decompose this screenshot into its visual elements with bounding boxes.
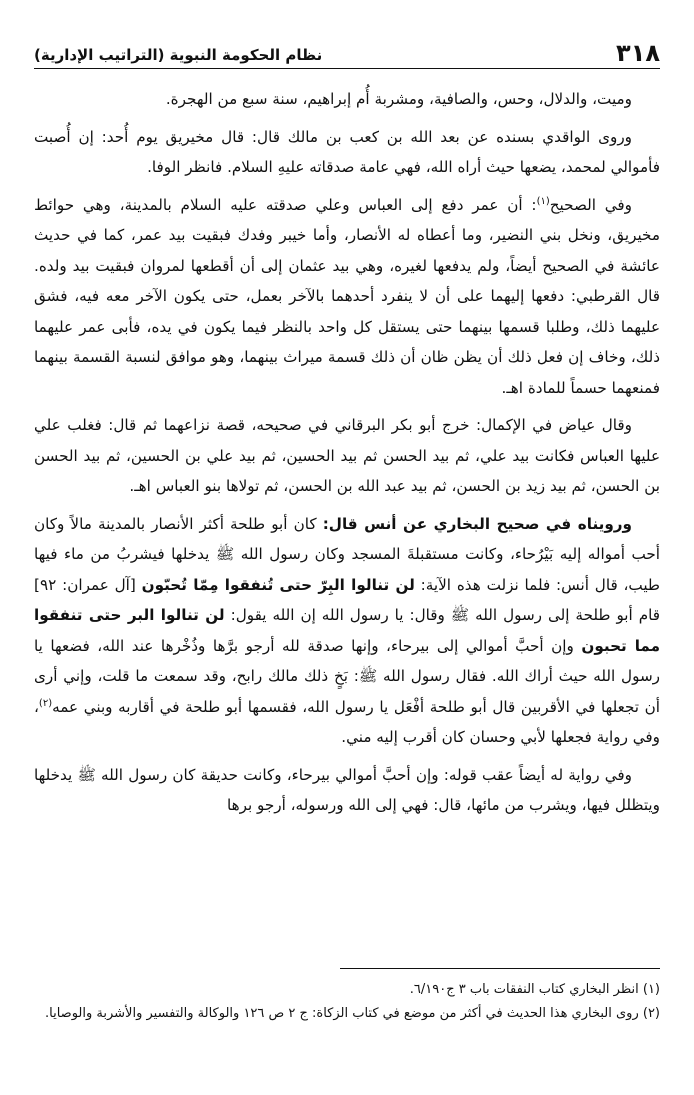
bold-text: لن تنالوا البِرّ حتى تُنفقوا مِمّا تُحبّون [141,575,415,594]
paragraph [34,84,660,115]
paragraph [34,190,660,404]
footnote: (٢) روى البخاري هذا الحديث في أكثر من موضع في كتاب الزكاة: ج ٢ ص ١٢٦ والوكالة والتفسير والأشربة والوصايا. [44,1006,660,1021]
text-run: [آل عمران: ٩٢] قام أبو طلحة إلى رسول الله ﷺ وقال: يا رسول الله إن الله يقول: [34,575,660,624]
bold-text: لن تنالوا البر حتى تنفقوا مما تحبون [34,606,660,655]
text-run: وروى الواقدي بسنده عن بعد الله بن كعب بن مالك قال: قال مخيريق يوم أُحد: إن أُصبت فأموالي لمحمد، يضعها حيث أراه الله، فهي عامة صدقاته عليهِ السلام. فانظر الوفا. [34,127,660,176]
text-run: وميت، والدلال، وحس، والصافية، ومشربة أُم إبراهيم، سنة سبع من الهجرة. [165,90,632,108]
text-run: وفي الصحيح [549,195,633,214]
running-title: نظام الحكومة النبوية (التراتيب الإدارية) [34,46,323,64]
text-run: وفي رواية له أيضاً عقب قوله: وإن أحبَّ أموالي بيرحاء، وكانت حديقة كان رسول الله ﷺ يدخلها ويتظلل فيها، ويشرب من مائها، قال: فهي إلى الله ورسوله، أرجو برها [34,765,660,814]
page [34,0,660,1095]
text-run: وقال عياض في الإكمال: خرج أبو بكر البرقاني في صحيحه، قصة نزاعهما ثم قال: فغلب علي عليها العباس فكانت بيد علي، ثم بيد الحسن ثم بيد الحسين، ثم بيد علي بن الحسين، ثم بيد الحسن بن الحسن، ثم بيد زيد بن الحسن، ثم بيد عبد الله بن الحسن، ثم تولاها بنو العباس اهـ. [34,416,660,495]
paragraph [34,410,660,502]
bold-text: ورويناه في صحيح البخاري عن أنس قال: [322,514,632,533]
page-header [34,34,660,69]
text-run: كان أبو طلحة أكثر الأنصار بالمدينة مالاً وكان أحب أمواله إليه بَيْرُحاء، وكانت مستقبلةَ المسجد وكان رسول الله ﷺ يدخلها فيشربُ من ماء فيها طيب، قال أنس: فلما نزلت هذه الآية: [34,514,661,594]
body-text [34,84,660,828]
footnote-reference[interactable]: (١) [536,195,550,207]
footnote: (١) انظر البخاري كتاب النفقات باب ٣ ج٦/١٩٠. [409,982,660,997]
footnotes [34,968,660,1027]
paragraph [34,122,660,183]
footnote-divider [340,968,660,969]
paragraph [34,509,660,753]
paragraph [34,760,660,821]
text-run: : أن عمر دفع إلى العباس وعلي صدقته عليه السلام بالمدينة، وهي حوائط مخيريق، ونخل بني النضير، وما أعطاه له الأنصار، وأما خيبر وفدك فبقيت بيد عمر، كما في حديث عائشة في الصحيح أيضاً، ولم يدفعها لغيره، وهي بيد عثمان إلى أن أقطعها لمروان فبقيت بيد ولده. قال القرطبي: دفعها إليهما على أن لا ينفرد أحدهما بالآخر بعمل، حتى يكون الآخر معه فيه، فشق عليهما ذلك، وطلبا قسمها بينهما حتى يستقل كل واحد بالنظر فيما يكون في يده، فأبى عمر عليهما ذلك، وخاف إن فعل ذلك أن يظن ظان أن ذلك قسمة ميراث بينهما، وهو موافق لنسبة القسمة بينهما فمنعهما حسماً للمادة اهـ. [34,195,660,397]
text-run: ، وفي رواية فجعلها لأبي وحسان كان أقرب إليه مني. [34,697,660,746]
text-run: وإن أحبَّ أموالي إلى بيرحاء، وإنها صدقة لله أرجو برَّها وذُخْرها عند الله، فضعها يا رسول الله حيث أراك الله. فقال رسول الله ﷺ: بَخٍ ذلك مالك رابح، وقد سمعت ما قلت، وإني أرى أن تجعلها في الأقربين قال أبو طلحة أفْعَل يا رسول الله، فقسمها أبو طلحة في أقاربه وبني عمه [34,636,660,716]
footnote-reference[interactable]: (٢) [38,697,53,709]
page-number: ٣١٨ [616,39,660,67]
